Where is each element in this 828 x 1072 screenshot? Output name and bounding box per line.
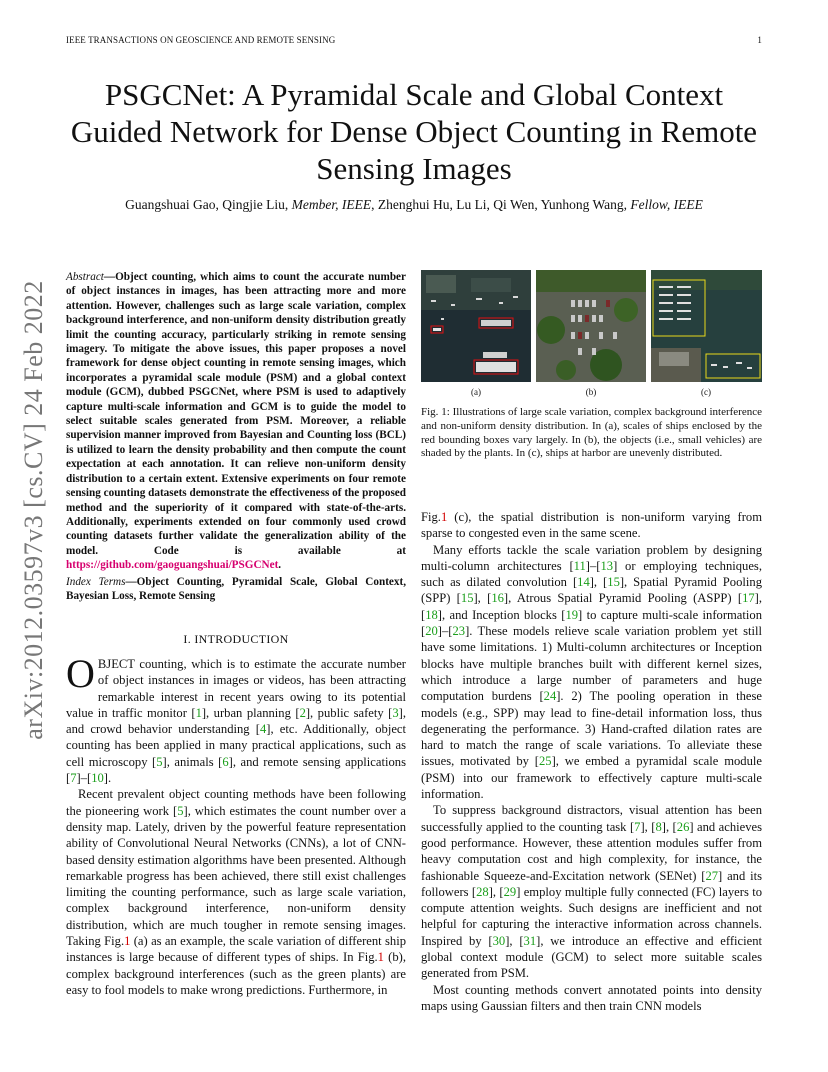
- text-run: ], urban planning [: [201, 705, 300, 720]
- paper-title: PSGCNet: A Pyramidal Scale and Global Context Guided Network for Dense Object Counting in Remote Sensing Images: [70, 77, 758, 186]
- citation-link[interactable]: 18: [425, 607, 438, 622]
- figure-1b-label: (b): [585, 387, 597, 397]
- index-terms: [66, 575, 406, 604]
- text-run: ], public safety [: [305, 705, 393, 720]
- text-run: ], [: [488, 884, 504, 899]
- text-run: ], which estimates the count number over a density map. Lately, driven by the powerful feature representation ability of Convolutional Neural Networks (CNNs), a lot of CNN-based density estimation algorithms have been presented. Although remarkable progress has been achieved, there still exist challenges limiting the counting performance, such as large scale variation, complex background interference, non-uniform density distribution, which are much tougher in remote sensing images. Taking Fig.: [66, 803, 407, 949]
- authors-text: Guangshuai Gao, Qingjie Liu,: [125, 197, 292, 212]
- text-run: Most counting methods convert annotated points into density maps using Gaussian filters and then train CNN models: [421, 982, 762, 1013]
- citation-link[interactable]: 16: [491, 591, 504, 606]
- page-number: 1: [757, 35, 762, 45]
- citation-link[interactable]: 1: [195, 705, 202, 720]
- intro-paragraph: [421, 542, 762, 803]
- citation-link[interactable]: 7: [70, 771, 77, 786]
- citation-link[interactable]: 7: [634, 819, 641, 834]
- citation-link[interactable]: 13: [600, 558, 614, 573]
- code-link[interactable]: https://github.com/gaoguangshuai/PSGCNet: [66, 559, 279, 572]
- intro-paragraph: [421, 802, 762, 981]
- citation-link[interactable]: 5: [156, 754, 163, 769]
- figure-1c-image: [651, 270, 762, 382]
- citation-link[interactable]: 8: [655, 819, 662, 834]
- author-role: Fellow, IEEE: [630, 197, 703, 212]
- citation-link[interactable]: 19: [565, 607, 579, 622]
- text-run: ], [: [505, 933, 524, 948]
- citation-link[interactable]: 23: [452, 624, 466, 639]
- text-run: ] and its followers [: [421, 868, 762, 899]
- figure-1c-label: (c): [701, 387, 711, 397]
- text-run: ]. 2) The pooling operation in these models (e.g., SPP) may lead to fine-detail information loss, thus degenerating the performance. 3) Hand-crafted dilation rates are hard to match the range of scale variations. To alleviate these issues, motivated by [: [421, 689, 762, 769]
- text-run: (c), the spatial distribution is non-uniform varying from sparse to congested even in the same scene.: [421, 510, 762, 541]
- citation-link[interactable]: 6: [222, 754, 229, 769]
- text-run: ]–[: [585, 558, 601, 573]
- text-run: ] to capture multi-scale information [: [421, 607, 762, 639]
- text-run: ], etc. Additionally, object counting has been applied in many practical applications, such as cell microscopy [: [66, 722, 407, 769]
- text-run: (b), complex background interferences (such as the green plants) are easy to fool models to make wrong predictions. Furthermore, in: [66, 950, 406, 997]
- text-run: ]–[: [437, 624, 453, 639]
- figure-link[interactable]: 1: [377, 950, 384, 965]
- arxiv-identifier: arXiv:2012.03597v3 [cs.CV] 24 Feb 2022: [19, 280, 48, 740]
- citation-link[interactable]: 15: [460, 591, 474, 606]
- text-run: ], Atrous Spatial Pyramid Pooling (ASPP) [: [503, 591, 743, 606]
- intro-left-column: [66, 651, 407, 998]
- citation-link[interactable]: 15: [607, 575, 620, 590]
- figure-1a-label: (a): [471, 387, 481, 397]
- citation-link[interactable]: 5: [177, 803, 184, 818]
- citation-link[interactable]: 14: [577, 575, 590, 590]
- text-run: Recent prevalent object counting methods have been following the pioneering work [: [66, 787, 406, 818]
- index-terms-text: —Object Counting, Pyramidal Scale, Global Context, Bayesian Loss, Remote Sensing: [66, 576, 406, 603]
- text-run: ], [: [589, 575, 608, 590]
- abstract-text: —Object counting, which aims to count the accurate number of object instances in images, has been attracting more and more attention. However, challenges such as large scale variation, complex background interference, and non-uniform density distribution greatly limit the counting accuracy, particularly striking in remote sensing imagery. To mitigate the above issues, this paper proposes a novel framework for dense object counting in remote sensing images, which incorporates a pyramidal scale module (PSM) and a global context module (GCM), dubbed PSGCNet, where PSM is used to adaptively capture multi-scale information and GCM is to guide the model to select suitable scales generated from PSM. Moreover, a reliable supervision manner improved from Bayesian and Counting loss (BCL) is utilized to learn the density probability and then compute the count expectation at each annotation. It can relieve non-uniform density distribution to a certain extent. Extensive experiments on four remote sensing counting datasets demonstrate the effectiveness of the proposed method and the superiority of it compared with state-of-the-arts. Additionally, experiments extended on four commonly used crowd counting datasets further validate the generalization ability of the model. Code is available at: [66, 271, 406, 557]
- text-run: BJECT counting, which is to estimate the accurate number of object instances in images or videos, has been attracting remarkable interest in recent years owing to its potential value in traffic monitor [: [66, 657, 406, 720]
- text-run: Many efforts tackle the scale variation problem by designing multi-column architectures [: [421, 542, 762, 573]
- section-heading: I. INTRODUCTION: [183, 632, 289, 646]
- drop-cap: O: [66, 651, 95, 696]
- figure-link[interactable]: 1: [440, 510, 448, 524]
- authors-text: , Zhenghui Hu, Lu Li, Qi Wen, Yunhong Wang,: [371, 197, 631, 212]
- citation-link[interactable]: 11: [573, 558, 586, 573]
- citation-link[interactable]: 29: [503, 884, 517, 899]
- figure-1b-image: [536, 270, 646, 382]
- text-run: Fig.: [421, 510, 441, 524]
- citation-link[interactable]: 26: [676, 819, 690, 834]
- text-run: ] employ multiple fully connected (FC) layers to compute attention weights. Such designs are inefficient and not helpful for capturing the interactive information across channels. Inspired by [: [421, 884, 762, 948]
- intro-paragraph: [66, 786, 406, 998]
- figure-1-caption: Fig. 1: Illustrations of large scale variation, complex background interference and non-uniform density distribution. In (a), scales of ships enclosed by the red bounding boxes vary largely. In (b), the objects (i.e., small vehicles) are shaded by the plants. In (c), ships at harbor are unevenly distributed.: [421, 406, 762, 460]
- text-run: ], [: [640, 819, 656, 834]
- text-run: ], [: [473, 591, 492, 606]
- text-run: To suppress background distractors, visual attention has been successfully applied to the counting task [: [421, 803, 762, 834]
- text-run: ], animals [: [162, 754, 223, 769]
- text-run: ], we embed a pyramidal scale module (PSM) into our framework to effectively capture multi-scale information.: [421, 754, 762, 802]
- author-list: [66, 197, 762, 213]
- text-run: (a) as an example, the scale variation of different ship instances is large because of different types of ships. In Fig.: [66, 934, 406, 965]
- text-run: ], [: [661, 819, 677, 834]
- intro-paragraph: [421, 509, 762, 542]
- text-run: ] and achieves good performance. However, these attention modules suffer from heavy computation cost and high complexity, for instance, the fashionable Squeeze-and-Excitation network (SENet) [: [421, 819, 763, 883]
- citation-link[interactable]: 2: [299, 705, 306, 720]
- text-run: ], and Inception blocks [: [437, 607, 566, 622]
- figure-1a-image: [421, 270, 531, 382]
- abstract-label: Abstract: [66, 271, 104, 283]
- intro-paragraph: [66, 651, 407, 786]
- text-run: ], and remote sensing applications [: [66, 754, 406, 786]
- citation-link[interactable]: 31: [523, 933, 537, 948]
- text-run: ] or employing techniques, such as dilated convolution [: [421, 558, 762, 590]
- text-run: ], we introduce an effective and efficient global context module (GCM) to select more suitable scales generated from PSM.: [421, 933, 763, 981]
- citation-link[interactable]: 10: [91, 771, 104, 786]
- citation-link[interactable]: 24: [543, 689, 557, 704]
- text-run: ].: [103, 771, 112, 786]
- abstract: [66, 270, 406, 573]
- citation-link[interactable]: 28: [476, 884, 489, 899]
- citation-link[interactable]: 30: [492, 933, 506, 948]
- intro-right-column: [421, 509, 762, 1014]
- running-header-journal: IEEE TRANSACTIONS ON GEOSCIENCE AND REMOTE SENSING: [66, 35, 336, 45]
- author-role: Member, IEEE: [291, 197, 372, 212]
- text-run: ], Spatial Pyramid Pooling (SPP) [: [421, 575, 762, 606]
- text-run: ]–[: [76, 771, 92, 786]
- citation-link[interactable]: 27: [705, 868, 719, 883]
- text-run: ], and crowd behavior understanding [: [66, 705, 407, 737]
- citation-link[interactable]: 25: [539, 754, 552, 769]
- citation-link[interactable]: 17: [742, 591, 755, 606]
- index-terms-label: Index Terms: [66, 576, 126, 588]
- text-run: ]. These models relieve scale variation problem yet still have some limitations. 1) Multi-column architectures or Inception blocks have multiple branches built with different kernel sizes, which introduce a large number of parameters and huge computation burdens [: [421, 624, 762, 704]
- citation-link[interactable]: 4: [259, 722, 267, 737]
- intro-paragraph: [421, 982, 762, 1015]
- citation-link[interactable]: 20: [425, 624, 438, 639]
- text-run: ], [: [421, 591, 763, 622]
- figure-link[interactable]: 1: [124, 934, 131, 949]
- figure-1: [421, 270, 762, 382]
- citation-link[interactable]: 3: [392, 705, 399, 720]
- abstract-end: .: [278, 559, 282, 572]
